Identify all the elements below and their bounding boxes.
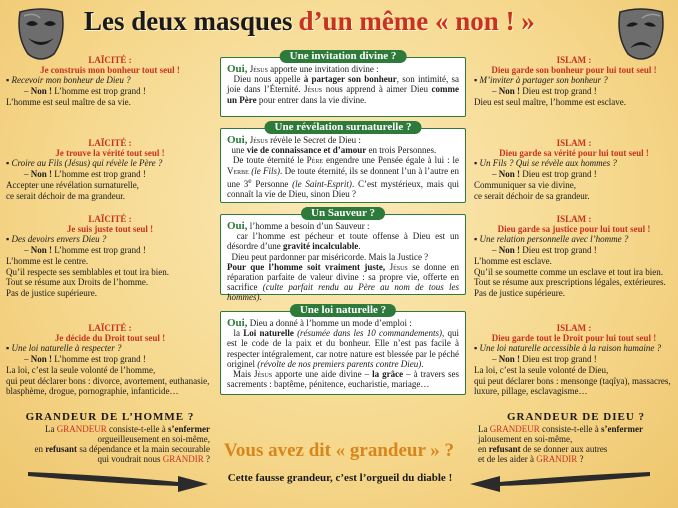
block-note: Communiquer sa vie divine, ce serait déchoir de sa grandeur. bbox=[474, 180, 590, 201]
block-answer: – Non ! Dieu est trop grand ! bbox=[492, 85, 597, 96]
block-answer: – Non ! Dieu est trop grand ! bbox=[492, 353, 597, 364]
block-note: Accepter une révélation surnaturelle, ce serait déchoir de ma grandeur. bbox=[6, 180, 139, 201]
right-arrow-icon bbox=[470, 470, 650, 496]
left-arrow-icon bbox=[28, 470, 208, 496]
islam-block-1 bbox=[474, 55, 674, 108]
block-head: ISLAM : bbox=[556, 138, 592, 148]
block-answer: – Non ! L’homme est trop grand ! bbox=[24, 353, 146, 364]
block-answer: – Non ! Dieu est trop grand ! bbox=[492, 168, 597, 179]
title-part1: Les deux masques bbox=[84, 6, 293, 36]
laicite-block-3 bbox=[6, 214, 214, 298]
grandeur-homme-head: GRANDEUR DE L’HOMME ? bbox=[25, 411, 195, 423]
block-subhead: Je construis mon bonheur tout seul ! bbox=[40, 65, 180, 75]
block-note: Dieu est seul maître, l’homme est esclave. bbox=[474, 97, 626, 107]
block-answer: – Non ! Dieu est trop grand ! bbox=[492, 244, 597, 255]
block-subhead: Dieu garde sa justice pour lui tout seul ! bbox=[497, 224, 651, 234]
block-subhead: Dieu garde tout le Droit pour lui tout seul ! bbox=[491, 333, 657, 343]
block-subhead: Je décide du Droit tout seul ! bbox=[54, 333, 166, 343]
laicite-block-1 bbox=[6, 55, 214, 108]
block-subhead: Dieu garde son bonheur pour lui tout seul ! bbox=[491, 65, 657, 75]
block-answer: – Non ! L’homme est trop grand ! bbox=[24, 168, 146, 179]
grandeur-dieu-head: GRANDEUR DE DIEU ? bbox=[506, 411, 646, 423]
block-question: ▪ Recevoir mon bonheur de Dieu ? bbox=[6, 75, 131, 85]
block-note: L’homme est esclave. Qu’il se soumette comme un esclave et tout ira bien. Tout se résume aux prescriptions légales, extérieures. Pas de justice supérieure. bbox=[474, 256, 666, 298]
block-note: L’homme est le centre. Qu’il respecte ses semblables et tout ira bien. Tout se résume aux Droits de l’homme. Pas de justice supérieure. bbox=[6, 256, 169, 298]
block-question: ▪ Une relation personnelle avec l’homme ? bbox=[474, 234, 629, 244]
box-invitation bbox=[220, 50, 466, 117]
box-loi-naturelle bbox=[220, 304, 466, 395]
page-title bbox=[84, 6, 624, 38]
block-question: ▪ M’inviter à partager son bonheur ? bbox=[474, 75, 608, 85]
block-question: ▪ Des devoirs envers Dieu ? bbox=[6, 234, 107, 244]
block-question: ▪ Une loi naturelle accessible à la raison humaine ? bbox=[474, 343, 662, 353]
final-statement: Cette fausse grandeur, c’est l’orgueil du diable ! bbox=[227, 472, 453, 484]
block-subhead: Je trouve la vérité tout seul ! bbox=[55, 148, 165, 158]
block-answer: – Non ! L’homme est trop grand ! bbox=[24, 85, 146, 96]
block-head: ISLAM : bbox=[556, 214, 592, 224]
grandeur-homme-text: La GRANDEUR consiste-t-elle à s’enfermer orgueilleusement en soi-même, en refusant sa dépendance et la main secourable qui voudrait nous GRANDIR ? bbox=[34, 424, 210, 464]
grandeur-dieu-text: La GRANDEUR consiste-t-elle à s’enfermer jalousement en soi-même, en refusant de se donner aux autres et de les aider à GRANDIR ? bbox=[478, 424, 643, 464]
box-sauveur bbox=[220, 207, 466, 303]
block-subhead: Dieu garde sa vérité pour lui tout seul ! bbox=[499, 148, 649, 158]
laicite-block-4 bbox=[6, 323, 214, 397]
box-title: Un Sauveur ? bbox=[301, 207, 385, 220]
grandeur-question: Vous avez dit « grandeur » ? bbox=[223, 440, 455, 461]
box-text: Oui, Dieu a donné à l’homme un mode d’emploi : la Loi naturelle (résumée dans les 10 commandements), qui est le code de la paix et du bonheur. Elle n’est pas facile à respecter intégralement, car notre nature est blessée par le péché originel (révolte de nos premiers parents contre Dieu). Mais Jésus apporte une aide divine – la grâce – à travers ses sacrements : baptême, pénitence, eucharistie, mariage… bbox=[227, 317, 460, 390]
grandeur-dieu-block bbox=[478, 411, 674, 464]
block-note: L’homme est seul maître de sa vie. bbox=[6, 97, 131, 107]
box-text: Oui, l’homme a besoin d’un Sauveur : car l’homme est pécheur et toute offense à Dieu est un désordre d’une gravité incalculable. Dieu peut pardonner par miséricorde. Mais la Justice ? Pour que l’homme soit vraiment juste, Jésus se donne en réparation parfaite de valeur divine : sa propre vie, offerte en sacrifice (culte parfait rendu au Père au nom de tous les hommes). bbox=[227, 220, 460, 303]
block-note: La loi, c’est la seule volonté de Dieu, qui peut déclarer bons : mensonge (taqîya), massacres, luxure, pillage, esclavagisme… bbox=[474, 365, 671, 396]
box-text: Oui, Jésus révèle le Secret de Dieu : une vie de connaissance et d’amour en trois Personnes. De toute éternité le Père engendre une Pensée égale à lui : le Verbe (le Fils). De toute éternité, ils se donnent l’un à l’autre en une 3e Personne (le Saint-Esprit). C’est mystérieux, mais qui connaît la vie de Dieu, sinon Dieu ? bbox=[227, 134, 460, 200]
block-question: ▪ Croire au Fils (Jésus) qui révèle le Père ? bbox=[6, 158, 163, 168]
box-text: Oui, Jésus apporte une invitation divine : Dieu nous appelle à partager son bonheur, son intimité, sa joie dans l’Éternité. Jésus nous apprend à aimer Dieu comme un Père pour entrer dans la vie divine. bbox=[227, 63, 460, 105]
block-head: LAÏCITÉ : bbox=[88, 55, 132, 65]
box-title: Une loi naturelle ? bbox=[290, 304, 396, 317]
block-note: La loi, c’est la seule volonté de l’homme, qui peut déclarer bons : divorce, avortement, euthanasie, blasphème, drogue, pornographie, infanticide… bbox=[6, 365, 210, 396]
block-head: LAÏCITÉ : bbox=[88, 214, 132, 224]
grandeur-homme-block bbox=[10, 411, 210, 464]
islam-block-3 bbox=[474, 214, 674, 298]
block-head: LAÏCITÉ : bbox=[88, 323, 132, 333]
islam-block-2 bbox=[474, 138, 674, 201]
block-head: LAÏCITÉ : bbox=[88, 138, 132, 148]
laicite-block-2 bbox=[6, 138, 214, 201]
title-part2: d’un même « non ! » bbox=[298, 6, 535, 36]
box-title: Une révélation surnaturelle ? bbox=[265, 121, 422, 134]
block-answer: – Non ! L’homme est trop grand ! bbox=[24, 244, 146, 255]
box-revelation bbox=[220, 121, 466, 203]
block-question: ▪ Une loi naturelle à respecter ? bbox=[6, 343, 122, 353]
box-title: Une invitation divine ? bbox=[280, 50, 407, 63]
block-head: ISLAM : bbox=[556, 323, 592, 333]
block-head: ISLAM : bbox=[556, 55, 592, 65]
block-question: ▪ Un Fils ? Qui se révèle aux hommes ? bbox=[474, 158, 617, 168]
islam-block-4 bbox=[474, 323, 674, 397]
block-subhead: Je suis juste tout seul ! bbox=[66, 224, 154, 234]
